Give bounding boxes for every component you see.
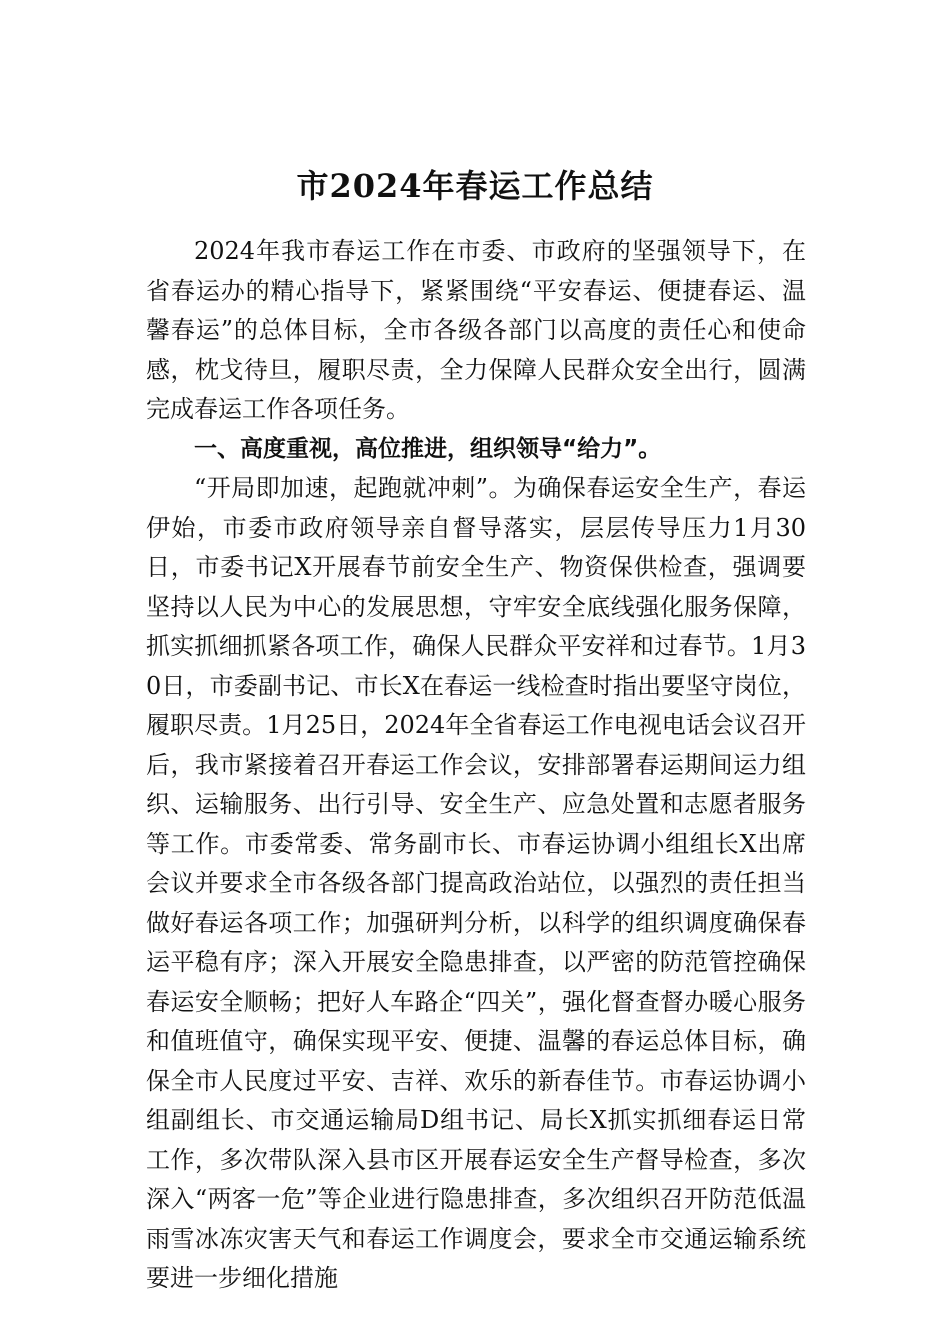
intro-paragraph: 2024年我市春运工作在市委、市政府的坚强领导下，在省春运办的精心指导下，紧紧围绕“平安春运、便捷春运、温馨春运”的总体目标，全市各级各部门以高度的责任心和使命感，枕戈待旦，履职尽责，全力保障人民群众安全出行，圆满完成春运工作各项任务。 <box>146 237 806 423</box>
document-body <box>146 232 806 1299</box>
section-heading-1: 一、高度重视，高位推进，组织领导“给力”。 <box>194 435 662 462</box>
section-1-paragraph: “开局即加速，起跑就冲刺”。为确保春运安全生产，春运伊始，市委市政府领导亲自督导落实，层层传导压力1月30日，市委书记X开展春节前安全生产、物资保供检查，强调要坚持以人民为中心的发展思想，守牢安全底线强化服务保障，抓实抓细抓紧各项工作，确保人民群众平安祥和过春节。1月30日，市委副书记、市长X在春运一线检查时指出要坚守岗位，履职尽责。1月25日，2024年全省春运工作电视电话会议召开后，我市紧接着召开春运工作会议，安排部署春运期间运力组织、运输服务、出行引导、安全生产、应急处置和志愿者服务等工作。市委常委、常务副市长、市春运协调小组组长X出席会议并要求全市各级各部门提高政治站位，以强烈的责任担当做好春运各项工作；加强研判分析，以科学的组织调度确保春运平稳有序；深入开展安全隐患排查，以严密的防范管控确保春运安全顺畅；把好人车路企“四关”，强化督查督办暖心服务和值班值守，确保实现平安、便捷、温馨的春运总体目标，确保全市人民度过平安、吉祥、欢乐的新春佳节。市春运协调小组副组长、市交通运输局D组书记、局长X抓实抓细春运日常工作，多次带队深入县市区开展春运安全生产督导检查，多次深入“两客一危”等企业进行隐患排查，多次组织召开防范低温雨雪冰冻灾害天气和春运工作调度会，要求全市交通运输系统要进一步细化措施 <box>146 474 806 1292</box>
document-title: 市2024年春运工作总结 <box>296 167 654 205</box>
